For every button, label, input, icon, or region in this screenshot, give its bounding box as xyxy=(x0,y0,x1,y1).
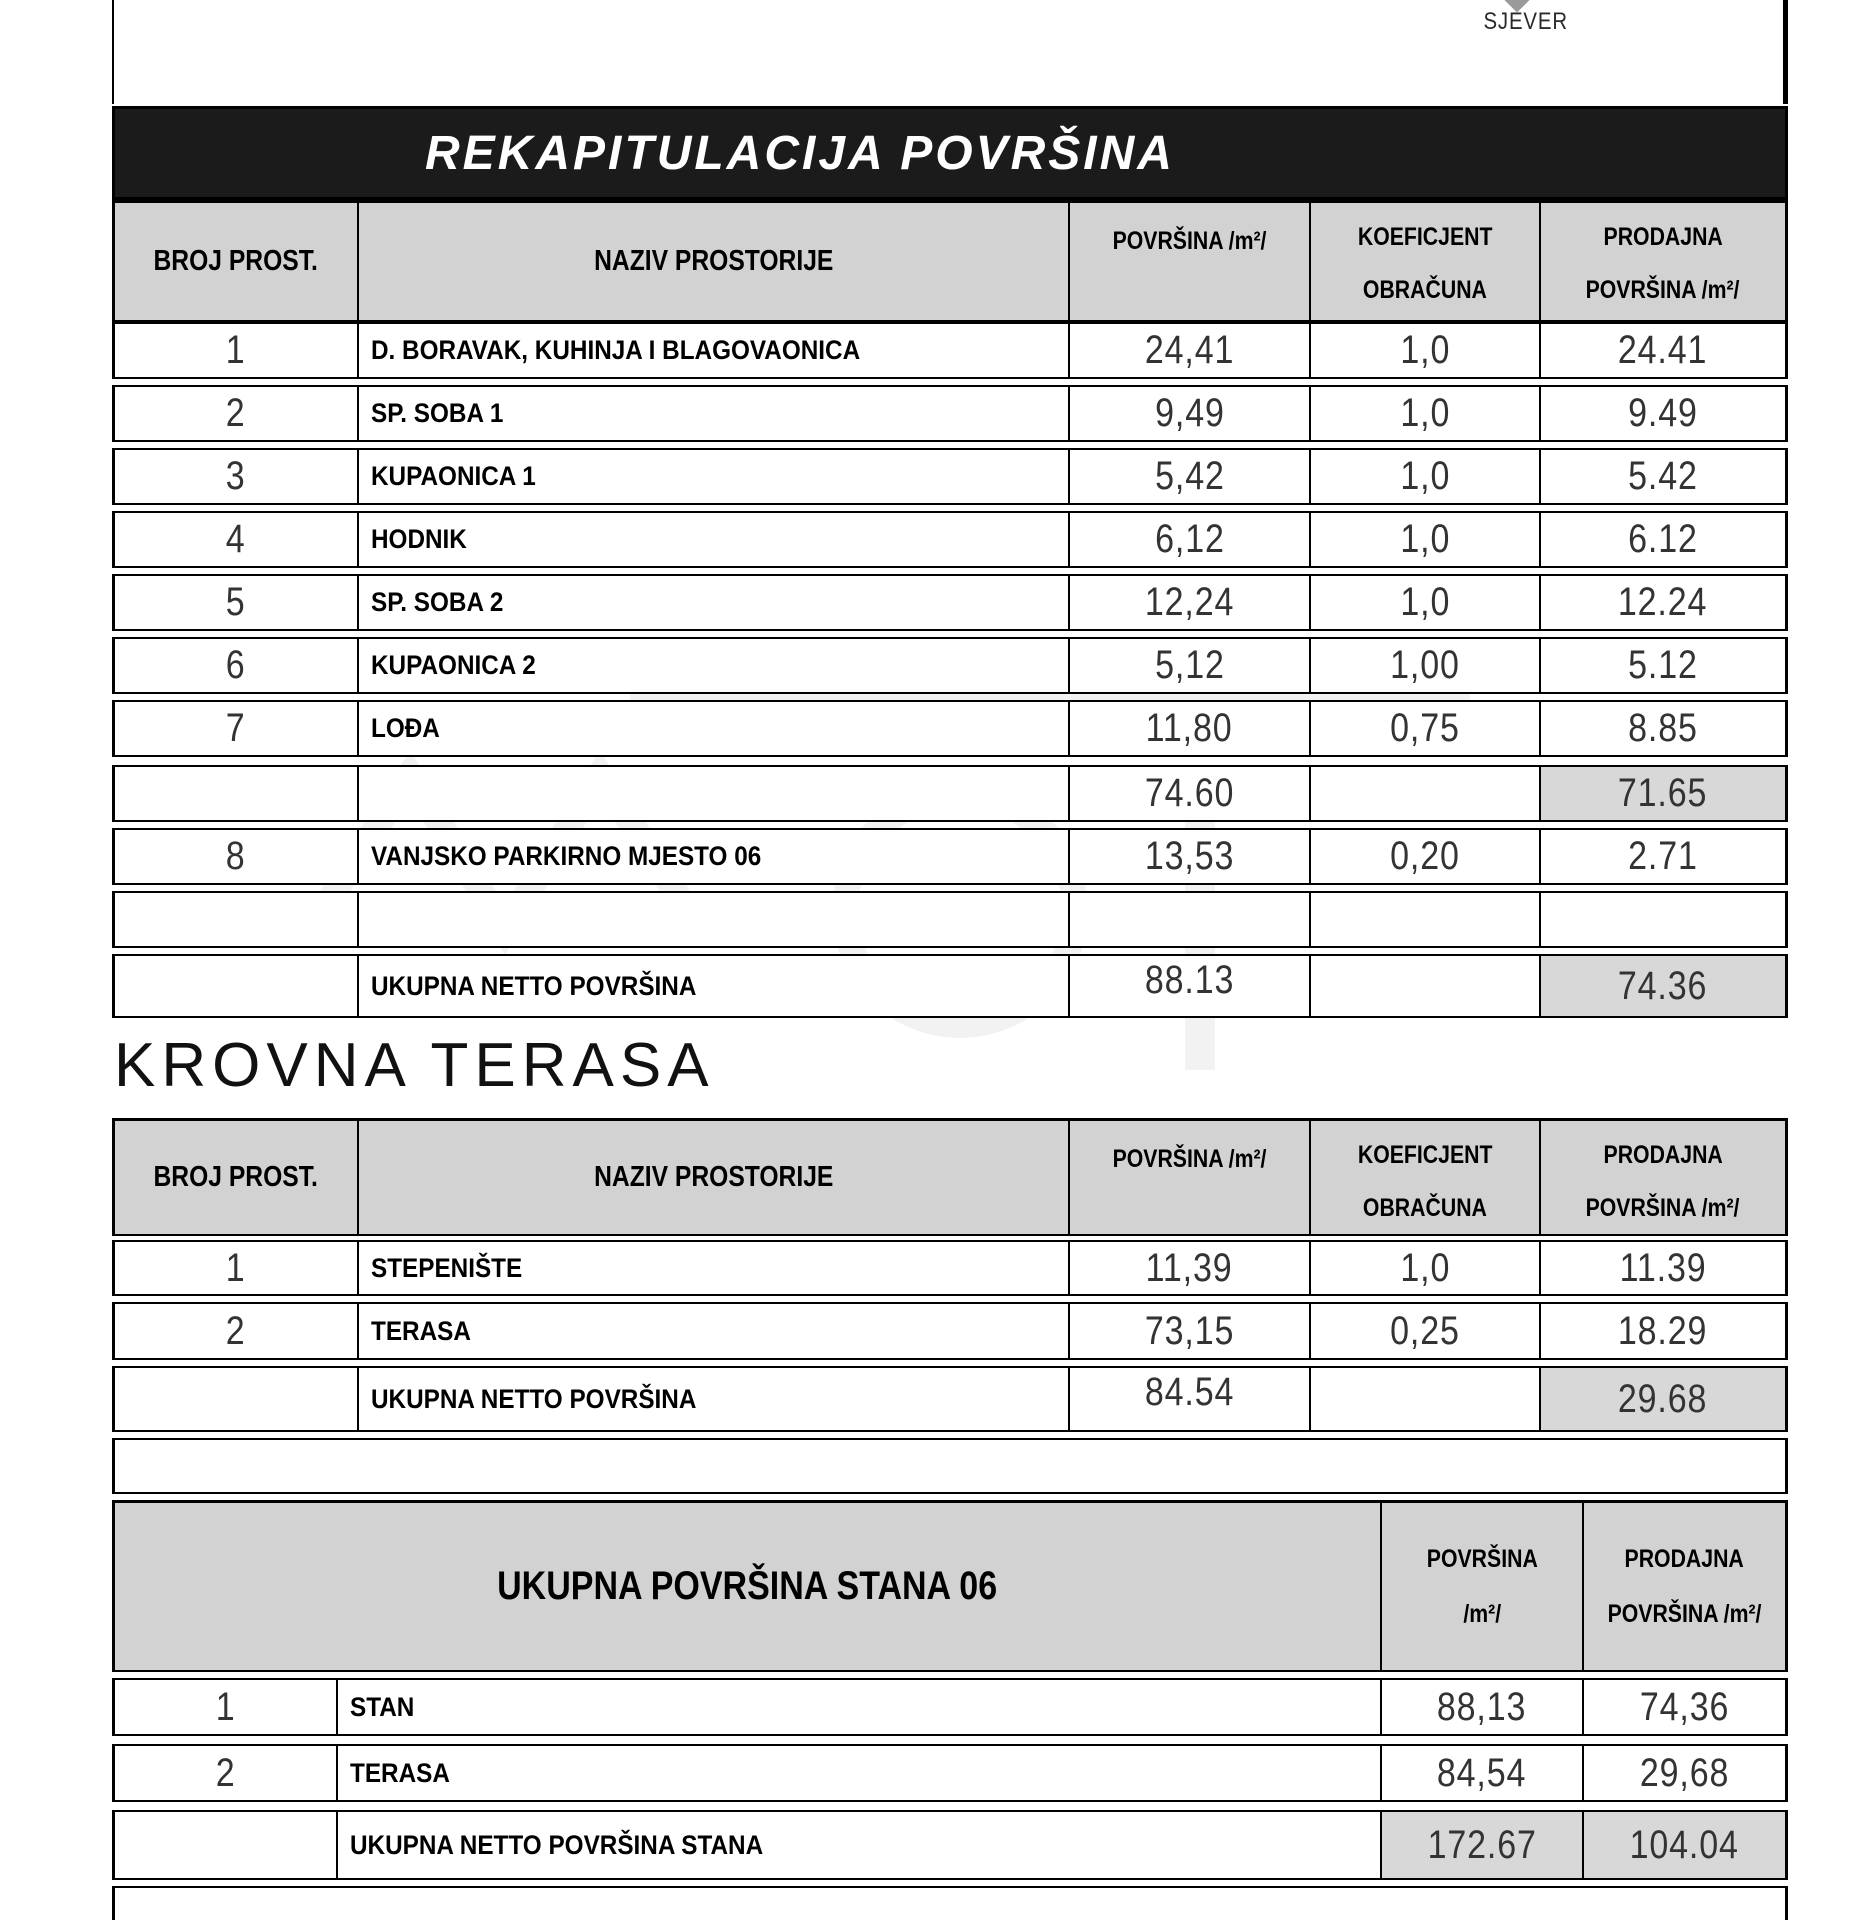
table-row: 1 STAN 88,13 74,36 xyxy=(112,1678,1788,1736)
header-broj-prost: BROJ PROST. xyxy=(115,203,357,320)
total-table-header xyxy=(112,1500,1788,1672)
header-povrsina: POVRŠINA /m²/ xyxy=(1068,1121,1309,1234)
table-row: 3 KUPAONICA 1 5,42 1,0 5.42 xyxy=(112,448,1788,505)
header-naziv: NAZIV PROSTORIJE xyxy=(357,203,1068,320)
grand-total-area-cell: 172.67 xyxy=(1380,1812,1582,1878)
grand-total-row: UKUPNA NETTO POVRŠINA STANA 172.67 104.04 xyxy=(112,1810,1788,1880)
header-prodajna: PRODAJNA POVRŠINA /m²/ xyxy=(1539,203,1785,320)
empty-row xyxy=(112,891,1788,948)
table-row: 4 HODNIK 6,12 1,0 6.12 xyxy=(112,511,1788,568)
table-row: 8 VANJSKO PARKIRNO MJESTO 06 13,53 0,20 2.71 xyxy=(112,828,1788,885)
grand-total-prodajna-cell: 104.04 xyxy=(1582,1812,1785,1878)
table-row: 2 TERASA 84,54 29,68 xyxy=(112,1744,1788,1802)
empty-box xyxy=(112,1886,1788,1920)
table-row: 1 STEPENIŠTE 11,39 1,0 11.39 xyxy=(112,1240,1788,1296)
roof-table-header xyxy=(112,1118,1788,1236)
header-prodajna: PRODAJNA POVRŠINA /m²/ xyxy=(1539,1121,1785,1234)
main-table-header xyxy=(112,200,1788,322)
header-povrsina: POVRŠINA /m²/ xyxy=(1068,203,1309,320)
header-naziv: NAZIV PROSTORIJE xyxy=(357,1121,1068,1234)
north-label: SJEVER xyxy=(1483,8,1568,35)
table-row: 7 LOĐA 11,80 0,75 8.85 xyxy=(112,700,1788,757)
header-broj-prost: BROJ PROST. xyxy=(115,1121,357,1234)
total-prodajna-cell: 74.36 xyxy=(1539,956,1785,1016)
subtotal-prodajna-cell: 71.65 xyxy=(1539,767,1785,820)
table-row: 2 TERASA 73,15 0,25 18.29 xyxy=(112,1302,1788,1360)
header-koeficjent: KOEFICJENT OBRAČUNA xyxy=(1309,203,1539,320)
total-row: UKUPNA NETTO POVRŠINA 84.54 29.68 xyxy=(112,1366,1788,1432)
title-block-top xyxy=(112,0,1788,104)
table-row: 5 SP. SOBA 2 12,24 1,0 12.24 xyxy=(112,574,1788,631)
total-row: UKUPNA NETTO POVRŠINA 88.13 74.36 xyxy=(112,954,1788,1018)
main-title: REKAPITULACIJA POVRŠINA xyxy=(425,126,1175,180)
table-row: 1 D. BORAVAK, KUHINJA I BLAGOVAONICA 24,41 1,0 24.41 xyxy=(112,322,1788,379)
table-row: 6 KUPAONICA 2 5,12 1,00 5.12 xyxy=(112,637,1788,694)
total-table-title: UKUPNA POVRŠINA STANA 06 xyxy=(497,1564,998,1608)
header-povrsina: POVRŠINA /m²/ xyxy=(1380,1503,1582,1670)
table-row: 2 SP. SOBA 1 9,49 1,0 9.49 xyxy=(112,385,1788,442)
empty-box xyxy=(112,1438,1788,1494)
header-koeficjent: KOEFICJENT OBRAČUNA xyxy=(1309,1121,1539,1234)
main-title-band xyxy=(112,106,1788,200)
subtotal-row: 74.60 71.65 xyxy=(112,765,1788,822)
header-prodajna: PRODAJNA POVRŠINA /m²/ xyxy=(1582,1503,1785,1670)
total-table-title-cell xyxy=(115,1503,1380,1670)
roof-section-title: KROVNA TERASA xyxy=(114,1031,715,1100)
total-prodajna-cell: 29.68 xyxy=(1539,1368,1785,1430)
